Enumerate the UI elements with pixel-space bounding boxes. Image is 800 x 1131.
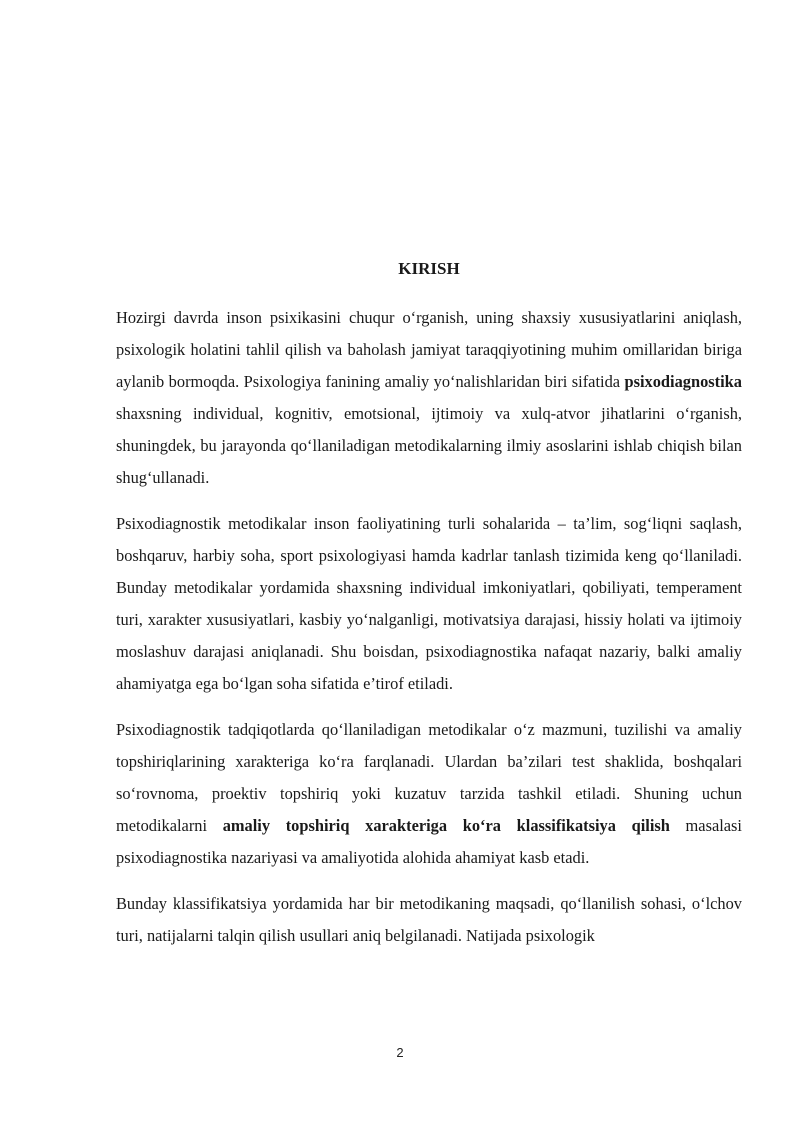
page-number: 2 — [396, 1045, 404, 1060]
paragraph-3-text-a: Psixodiagnostik tadqiqotlarda qo‘llaniladigan metodikalar o‘z mazmuni, tuzilishi va amaliy topshiriqlarining xarakteriga ko‘ra farqlanadi. Ulardan ba’zilari test shaklida, boshqalari so‘rovnoma, proektiv topshiriq yoki kuzatuv tarzida tashkil etiladi. Shuning uchun metodikalarni — [116, 720, 742, 835]
paragraph-1-text-a: Hozirgi davrda inson psixikasini chuqur o‘rganish, uning shaxsiy xususiyatlarini aniqlash, psixologik holatini tahlil qilish va baholash jamiyat taraqqiyotining muhim omillaridan biriga aylanib bormoqda. Psixologiya fanining amaliy yo‘nalishlaridan biri sifatida — [116, 308, 742, 391]
paragraph-1 — [116, 302, 742, 494]
paragraph-1-bold: psixodiagnostika — [624, 372, 742, 391]
paragraph-3-bold: amaliy topshiriq xarakteriga ko‘ra klassifikatsiya qilish — [222, 816, 670, 835]
document-page — [116, 256, 742, 966]
paragraph-4: Bunday klassifikatsiya yordamida har bir metodikaning maqsadi, qo‘llanilish sohasi, o‘lchov turi, natijalarni talqin qilish usullari aniq belgilanadi. Natijada psixologik — [116, 894, 742, 945]
paragraph-1-text-b: shaxsning individual, kognitiv, emotsional, ijtimoiy va xulq-atvor jihatlarini o‘rganish, shuningdek, bu jarayonda qo‘llaniladigan metodikalarning ilmiy asoslarini ishlab chiqish bilan shug‘ullanadi. — [116, 404, 742, 487]
paragraph-3 — [116, 714, 742, 874]
paragraph-3-text-b: masalasi psixodiagnostika nazariyasi va amaliyotida alohida ahamiyat kasb etadi. — [116, 816, 742, 867]
paragraph-2: Psixodiagnostik metodikalar inson faoliyatining turli sohalarida – ta’lim, sog‘liqni saqlash, boshqaruv, harbiy soha, sport psixologiyasi hamda kadrlar tanlash tizimida keng qo‘llaniladi. Bunday metodikalar yordamida shaxsning individual imkoniyatlari, qobiliyati, temperament turi, xarakter xususiyatlari, kasbiy yo‘nalganligi, motivatsiya darajasi, hissiy holati va ijtimoiy moslashuv darajasi aniqlanadi. Shu boisdan, psixodiagnostika nafaqat nazariy, balki amaliy ahamiyatga ega bo‘lgan soha sifatida e’tirof etiladi. — [116, 514, 742, 693]
section-heading: KIRISH — [398, 259, 460, 278]
